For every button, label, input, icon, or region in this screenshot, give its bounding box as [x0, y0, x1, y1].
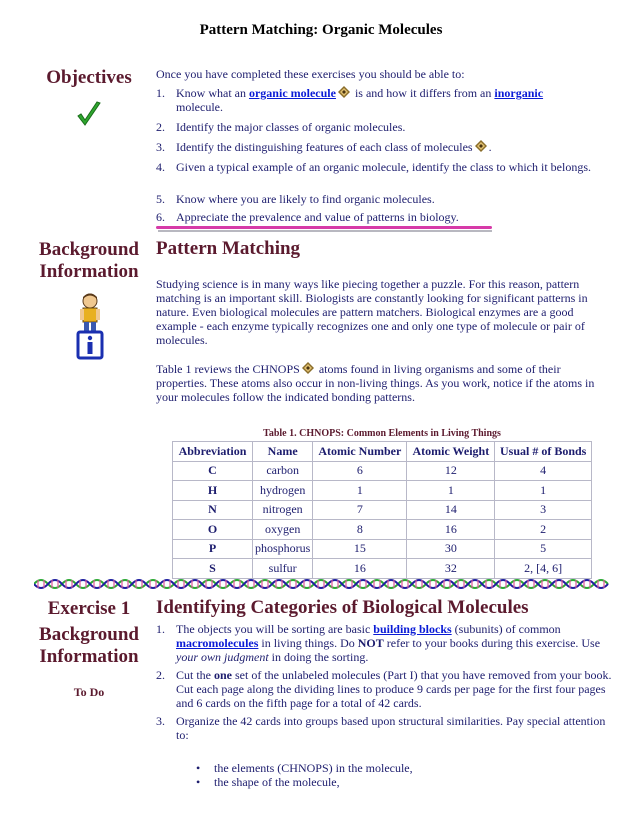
- item-number: 2.: [156, 120, 165, 134]
- para-text: atoms found in living organisms and some of their properties. These atoms also occur in non-living things. As you work, notice if the atoms in your molecules follow the indicated bonding patterns.: [156, 362, 595, 404]
- exercise-side-line1: Background: [39, 624, 139, 645]
- objectives-list: [156, 86, 616, 226]
- cell: 1: [495, 481, 592, 501]
- col-header: Abbreviation: [173, 442, 253, 462]
- item-number: 3.: [156, 140, 165, 154]
- table-row: [173, 500, 592, 520]
- background-heading-line1: Background: [39, 239, 139, 260]
- objective-text: is and how it differs from an: [351, 86, 495, 100]
- cell: 32: [407, 559, 495, 579]
- todo-label: To Do: [73, 685, 105, 699]
- cell: 16: [407, 520, 495, 540]
- exercise-text-italic: your own judgment: [176, 650, 269, 664]
- cell: 14: [407, 500, 495, 520]
- cell: 2, [4, 6]: [495, 559, 592, 579]
- objective-text: Identify the distinguishing features of each class of molecules: [176, 140, 473, 154]
- col-header: Usual # of Bonds: [495, 442, 592, 462]
- gem-icon: [475, 140, 487, 152]
- col-header: Name: [253, 442, 313, 462]
- inorganic-link[interactable]: inorganic: [494, 86, 544, 100]
- objective-item: [156, 210, 616, 226]
- section-divider-shadow: [158, 230, 492, 232]
- objective-item: [156, 140, 616, 160]
- item-number: 1.: [156, 86, 165, 100]
- objective-text: Appreciate the prevalence and value of patterns in biology.: [176, 210, 459, 224]
- item-number: 3.: [156, 714, 165, 728]
- info-person-icon: [76, 292, 104, 360]
- exercise-text: in living things. Do: [258, 636, 358, 650]
- exercise-item: [156, 714, 616, 744]
- bullet-item: [196, 775, 616, 789]
- chnops-table: [172, 441, 592, 579]
- section-divider: [156, 226, 492, 229]
- dna-helix-divider: [34, 576, 612, 592]
- exercise-side-line2: Information: [39, 646, 139, 667]
- cell: 15: [313, 539, 407, 559]
- cell: H: [173, 481, 253, 501]
- exercise-item: [156, 622, 616, 668]
- objective-item: [156, 86, 616, 116]
- table-row: [173, 461, 592, 481]
- cell: C: [173, 461, 253, 481]
- exercise-label: Exercise 1: [47, 598, 131, 619]
- cell: 1: [313, 481, 407, 501]
- building-blocks-link[interactable]: building blocks: [373, 622, 452, 636]
- cell: phosphorus: [253, 539, 313, 559]
- exercise-text-bold: one: [214, 668, 232, 682]
- col-header: Atomic Weight: [407, 442, 495, 462]
- objective-item: [156, 160, 616, 192]
- cell: sulfur: [253, 559, 313, 579]
- item-number: 5.: [156, 192, 165, 206]
- objectives-intro: Once you have completed these exercises you should be able to:: [156, 67, 465, 81]
- cell: 8: [313, 520, 407, 540]
- para-text: Table 1 reviews the CHNOPS: [156, 362, 300, 376]
- exercise-text: Cut the: [176, 668, 214, 682]
- cell: 1: [407, 481, 495, 501]
- page-title: Pattern Matching: Organic Molecules: [199, 22, 443, 38]
- exercise-text: Organize the 42 cards into groups based upon structural similarities. Pay special attention to:: [176, 714, 606, 742]
- table-caption: Table 1. CHNOPS: Common Elements in Living Things: [263, 428, 501, 439]
- exercise-text: The objects you will be sorting are basic: [176, 622, 374, 636]
- bullet-text: the elements (CHNOPS) in the molecule,: [214, 761, 413, 775]
- cell: hydrogen: [253, 481, 313, 501]
- cell: oxygen: [253, 520, 313, 540]
- cell: carbon: [253, 461, 313, 481]
- objective-text: Given a typical example of an organic molecule, identify the class to which it belongs.: [176, 160, 591, 174]
- item-number: 4.: [156, 160, 165, 174]
- cell: N: [173, 500, 253, 520]
- organic-molecule-link[interactable]: organic molecule: [248, 86, 336, 100]
- objective-item: [156, 120, 616, 140]
- exercise-text: (subunits) of common: [451, 622, 561, 636]
- bullet-text: the shape of the molecule,: [214, 775, 340, 789]
- table-row: [173, 520, 592, 540]
- item-number: 1.: [156, 622, 165, 636]
- cell: 6: [313, 461, 407, 481]
- objective-text: .: [488, 140, 492, 154]
- bullet-item: [196, 761, 616, 775]
- pattern-matching-title: Pattern Matching: [156, 238, 301, 259]
- item-number: 2.: [156, 668, 165, 682]
- bullet-list: [196, 761, 616, 789]
- bullet-dot: •: [196, 775, 201, 789]
- pattern-paragraph-1: Studying science is in many ways like piecing together a puzzle. For this reason, pattern matching is an important skill. Biologists are constantly looking for significant patterns in nature. Even biological molecules are pattern matchers. Biological enzymes are a good example - each enzyme typically recognizes one and only one type of molecule or pair of molecules.: [156, 277, 588, 347]
- gem-icon: [302, 362, 314, 374]
- cell: 4: [495, 461, 592, 481]
- cell: O: [173, 520, 253, 540]
- cell: S: [173, 559, 253, 579]
- objective-text: Identify the major classes of organic molecules.: [176, 120, 406, 134]
- col-header: Atomic Number: [313, 442, 407, 462]
- objectives-heading: Objectives: [46, 67, 132, 88]
- cell: 2: [495, 520, 592, 540]
- objective-text: Know where you are likely to find organic molecules.: [176, 192, 435, 206]
- objective-item: [156, 192, 616, 210]
- cell: P: [173, 539, 253, 559]
- exercise-list: [156, 622, 616, 744]
- exercise-item: [156, 668, 616, 714]
- checkmark-icon: [76, 100, 102, 128]
- bullet-dot: •: [196, 761, 201, 775]
- cell: nitrogen: [253, 500, 313, 520]
- cell: 7: [313, 500, 407, 520]
- table-row: [173, 539, 592, 559]
- item-number: 6.: [156, 210, 165, 224]
- exercise-text: in doing the sorting.: [268, 650, 369, 664]
- objective-text: Know what an: [176, 86, 249, 100]
- cell: 12: [407, 461, 495, 481]
- cell: 5: [495, 539, 592, 559]
- table-row: [173, 481, 592, 501]
- background-heading-line2: Information: [39, 261, 139, 282]
- exercise-text-bold: NOT: [357, 636, 384, 650]
- table-header-row: [173, 442, 592, 462]
- cell: 16: [313, 559, 407, 579]
- objective-text: molecule.: [176, 100, 223, 114]
- exercise-title: Identifying Categories of Biological Molecules: [156, 597, 529, 618]
- macromolecules-link[interactable]: macromolecules: [176, 636, 259, 650]
- exercise-text: set of the unlabeled molecules (Part I) that you have removed from your book. Cut each page along the dividing lines to produce 9 cards per page for the first four pages and 6 cards on the fifth page for a total of 42 cards.: [176, 668, 612, 710]
- cell: 30: [407, 539, 495, 559]
- cell: 3: [495, 500, 592, 520]
- pattern-paragraph-2: [156, 362, 614, 404]
- gem-icon: [338, 86, 350, 98]
- exercise-text: refer to your books during this exercise. Use: [383, 636, 601, 650]
